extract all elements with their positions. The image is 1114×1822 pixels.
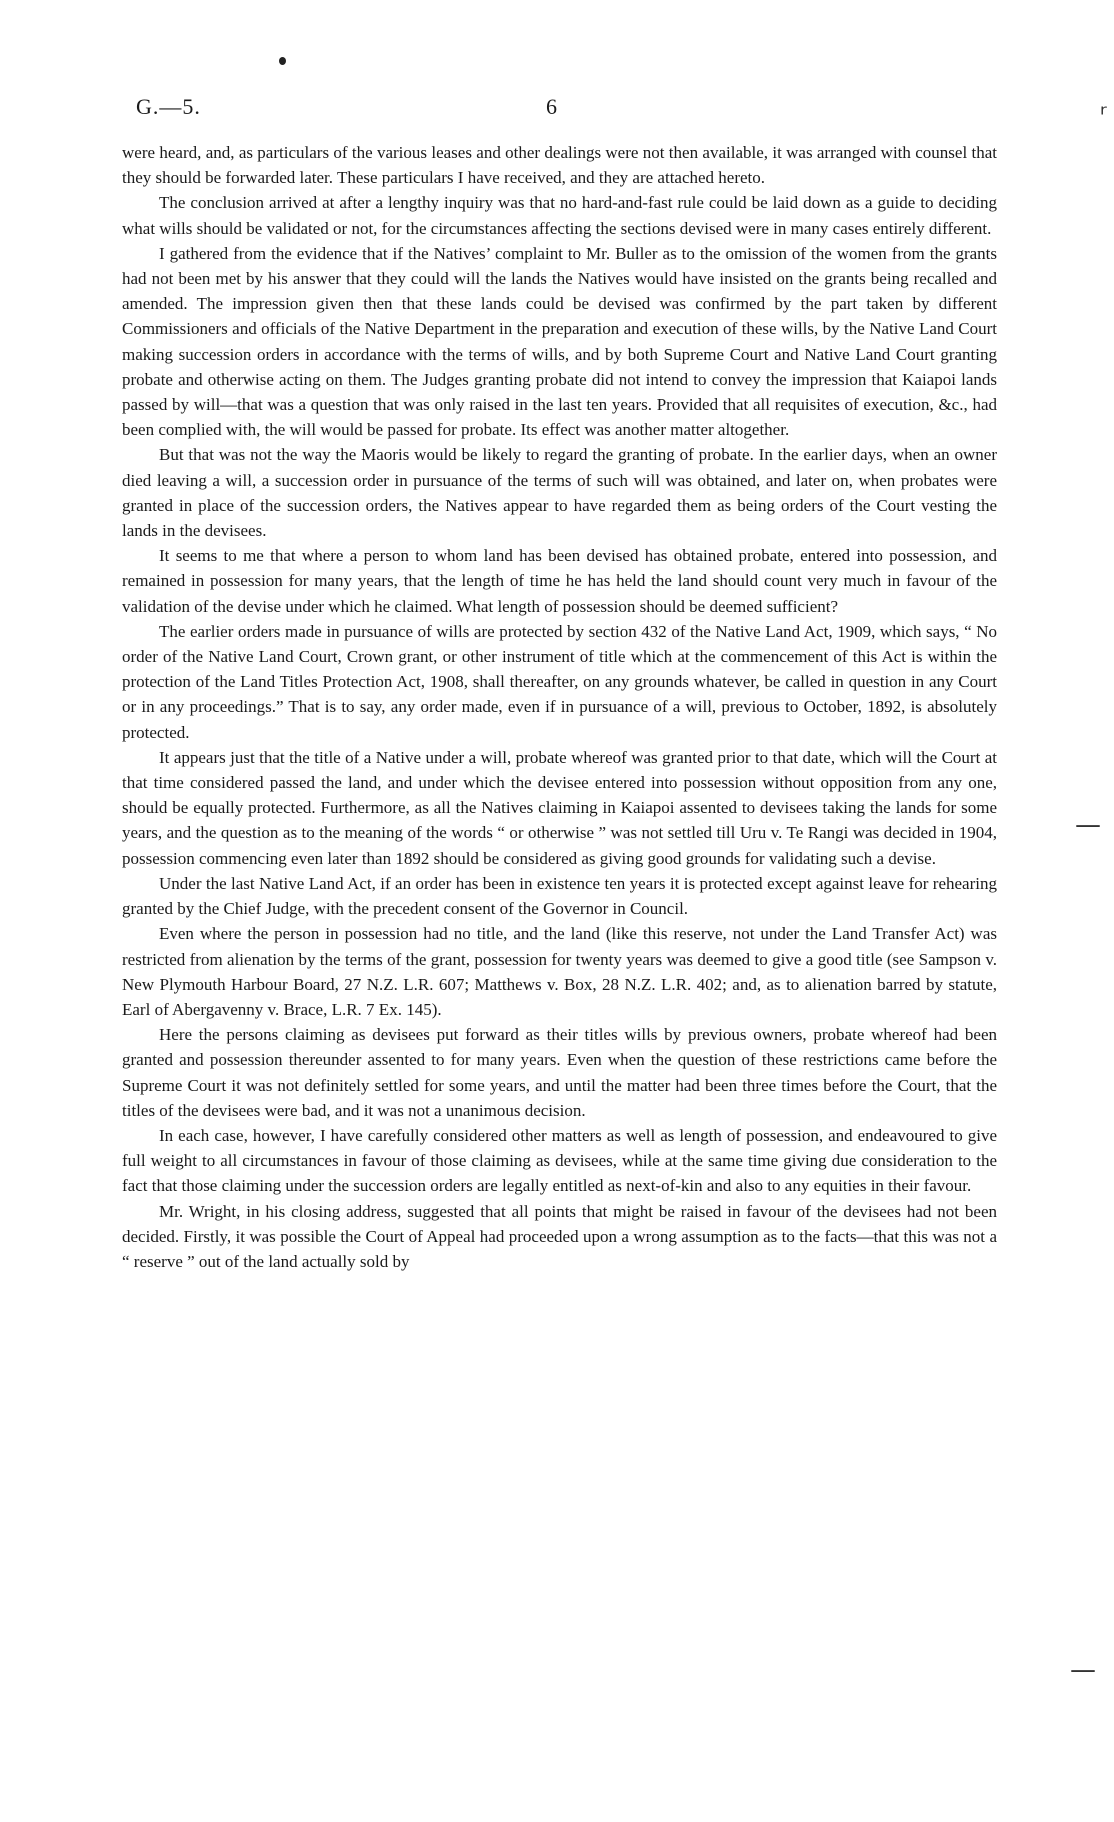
paragraph: Here the persons claiming as devisees put forward as their titles wills by previous owners, probate whereof had been granted and possession thereunder assented to for many years. Even when the question of these restrictions came before the Supreme Court it was not definitely settled for some years, and until the matter had been three times before the Court, that the titles of the devisees were bad, and it was not a unanimous decision.: [122, 1025, 997, 1120]
document-reference: G.—5.: [136, 94, 201, 119]
paragraph: were heard, and, as particulars of the various leases and other dealings were not then available, it was arranged with counsel that they should be forwarded later. These particulars I have received, and they are attached hereto.: [122, 143, 997, 188]
body-text: [122, 140, 997, 1274]
paragraph: It seems to me that where a person to whom land has been devised has obtained probate, entered into possession, and remained in possession for many years, that the length of time he has held the land should count very much in favour of the validation of the devise under which he claimed. What length of possession should be deemed sufficient?: [122, 546, 997, 616]
paragraph: Under the last Native Land Act, if an order has been in existence ten years it is protected except against leave for rehearing granted by the Chief Judge, with the precedent consent of the Governor in Council.: [122, 873, 997, 919]
page-number: 6: [546, 94, 557, 119]
paragraph: Even where the person in possession had no title, and the land (like this reserve, not under the Land Transfer Act) was restricted from alienation by the terms of the grant, possession for twenty years was deemed to give a good title (see Sampson v. New Plymouth Harbour Board, 27 N.Z. L.R. 607; Matthews v. Box, 28 N.Z. L.R. 402; and, as to alienation barred by statute, Earl of Abergavenny v. Brace, L.R. 7 Ex. 145).: [122, 924, 997, 1019]
paragraph: The earlier orders made in pursuance of wills are protected by section 432 of the Native Land Act, 1909, which says, “ No order of the Native Land Court, Crown grant, or other instrument of title which at the commencement of this Act is within the protection of the Land Titles Protection Act, 1908, shall thereafter, on any grounds whatever, be called in question in any Court or in any proceedings.” That is to say, any order made, even if in pursuance of a will, previous to October, 1892, is absolutely protected.: [122, 621, 997, 742]
margin-dash-icon: —: [1070, 1655, 1096, 1685]
paragraph: It appears just that the title of a Native under a will, probate whereof was granted prior to that date, which will the Court at that time considered passed the land, and under which the devisee entered into possession without opposition from any one, should be equally protected. Furthermore, as all the Natives claiming in Kaiapoi assented to devisees taking the lands for some years, and the question as to the meaning of the words “ or otherwise ” was not settled till Uru v. Te Rangi was decided in 1904, possession commencing even later than 1892 should be considered as giving good grounds for validating such a devise.: [122, 747, 997, 868]
margin-dash-icon: —: [1075, 810, 1101, 840]
paragraph: Mr. Wright, in his closing address, suggested that all points that might be raised in favour of the devisees had not been decided. Firstly, it was possible the Court of Appeal had proceeded upon a wrong assumption as to the facts—that this was not a “ reserve ” out of the land actually sold by: [122, 1201, 997, 1271]
paragraph: But that was not the way the Maoris would be likely to regard the granting of probate. In the earlier days, when an owner died leaving a will, a succession order in pursuance of the terms of such will was obtained, and later on, when probates were granted in place of the succession orders, the Natives appear to have regarded them as being orders of the Court vesting the lands in the devisees.: [122, 445, 997, 541]
paragraph: In each case, however, I have carefully considered other matters as well as length of possession, and endeavoured to give full weight to all circumstances in favour of those claiming as devisees, while at the same time giving due consideration to the fact that those claiming under the succession orders are legally entitled as next-of-kin and also to any equities in their favour.: [122, 1125, 997, 1196]
margin-mark-icon: ʳ: [1100, 100, 1107, 130]
paragraph: I gathered from the evidence that if the Natives’ complaint to Mr. Buller as to the omission of the women from the grants had not been met by his answer that they could will the lands the Natives would have insisted on the grants being recalled and amended. The impression given then that these lands could be devised was confirmed by the part taken by different Commissioners and officials of the Native Department in the preparation and execution of these wills, by the Native Land Court making succession orders in accordance with the terms of wills, and by both Supreme Court and Native Land Court granting probate and otherwise acting on them. The Judges granting probate did not intend to convey the impression that Kaiapoi lands passed by will—that was a question that was only raised in the last ten years. Provided that all requisites of execution, &c., had been complied with, the will would be passed for probate. Its effect was another matter altogether.: [122, 243, 997, 440]
paragraph: The conclusion arrived at after a lengthy inquiry was that no hard-and-fast rule could be laid down as a guide to deciding what wills should be validated or not, for the circumstances affecting the sections devised were in many cases entirely different.: [122, 193, 997, 238]
ink-dot-mark: [279, 57, 286, 65]
